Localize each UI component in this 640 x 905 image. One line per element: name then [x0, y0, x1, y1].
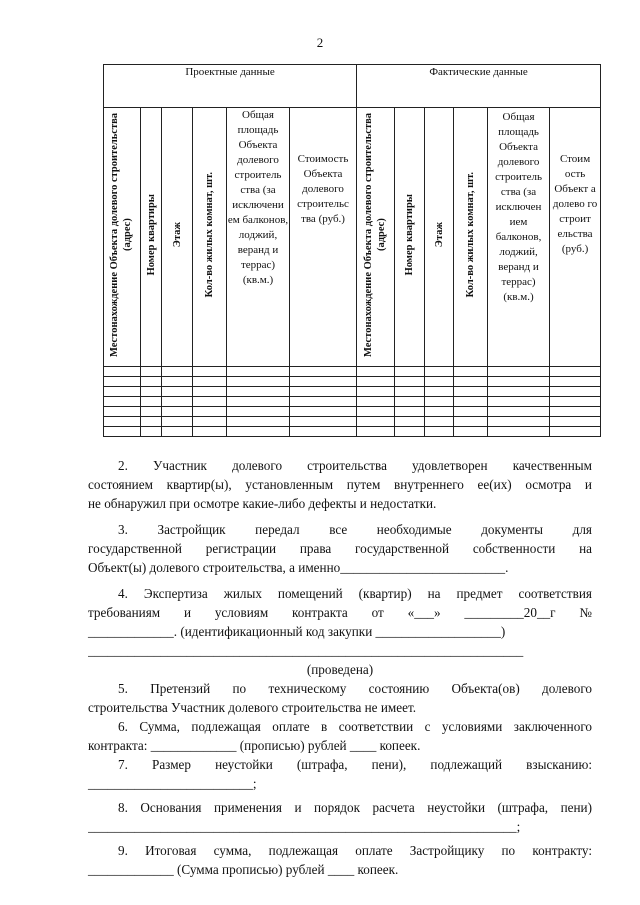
paragraph-3-line-2: государственной регистрации права государственной собственности на: [88, 541, 592, 556]
paragraph-9-line-2: _____________ (Сумма прописью) рублей ____ копеек.: [88, 862, 399, 877]
col-area-project: Общая площадь Объекта долевого строитель ства (за исключени ем балконов, лоджий, веранд и террас) (кв.м.): [227, 108, 290, 367]
col-flat-fact: Номер квартиры: [395, 108, 425, 367]
paragraph-2-line-1: 2. Участник долевого строительства удовлетворен качественным: [118, 458, 592, 473]
col-floor-fact: Этаж: [425, 108, 454, 367]
paragraph-6-line-2: контракта: _____________ (прописью) рублей ____ копеек.: [88, 738, 421, 753]
col-floor-project: Этаж: [162, 108, 193, 367]
paragraph-5-line-2: строительства Участник долевого строительства не имеет.: [88, 700, 417, 715]
table-row: [104, 427, 601, 437]
col-rooms-fact: Кол-во жилых комнат, шт.: [454, 108, 488, 367]
table-row: [104, 367, 601, 377]
col-location-project: Местонахождение Объекта долевого строительства (адрес): [104, 108, 141, 367]
paragraph-4-line-3: _____________. (идентификационный код закупки ___________________): [88, 624, 506, 639]
apartment-table: [103, 64, 601, 437]
paragraph-4-line-4: __________________________________________________________________: [88, 643, 524, 658]
paragraph-8-line-1: 8. Основания применения и порядок расчета неустойки (штрафа, пени): [118, 800, 592, 815]
paragraph-4-caption: (проведена): [306, 662, 374, 677]
page-number: 2: [316, 35, 324, 50]
col-location-fact: Местонахождение Объекта долевого строительства (адрес): [357, 108, 395, 367]
col-flat-project: Номер квартиры: [141, 108, 162, 367]
paragraph-4-line-1: 4. Экспертиза жилых помещений (квартир) на предмет соответствия: [118, 586, 592, 601]
table-row: [104, 387, 601, 397]
table-row: [104, 377, 601, 387]
table-row: [104, 417, 601, 427]
paragraph-7-line-2: _________________________;: [88, 776, 257, 791]
group-header-fact: Фактические данные: [357, 65, 601, 108]
col-cost-project: Стоимость Объекта долевого строительс тва (руб.): [290, 108, 357, 367]
paragraph-5-line-1: 5. Претензий по техническому состоянию Объекта(ов) долевого: [118, 681, 592, 696]
table-row: [104, 407, 601, 417]
col-area-fact: Общая площадь Объекта долевого строитель ства (за исключен ием балконов, лоджий, веранд и террас) (кв.м.): [488, 108, 550, 367]
paragraph-8-line-2: _________________________________________________________________;: [88, 819, 521, 834]
paragraph-6-line-1: 6. Сумма, подлежащая оплате в соответствии с условиями заключенного: [118, 719, 592, 734]
paragraph-7-line-1: 7. Размер неустойки (штрафа, пени), подлежащий взысканию:: [118, 757, 592, 772]
paragraph-3-line-1: 3. Застройщик передал все необходимые документы для: [118, 522, 592, 537]
group-header-project: Проектные данные: [104, 65, 357, 108]
col-cost-fact: Стоим ость Объект а долево го строит ельства (руб.): [550, 108, 601, 367]
paragraph-4-line-2: требованиям и условиям контракта от «___» _________20__г №: [88, 605, 592, 620]
paragraph-2-line-3: не обнаружил при осмотре какие-либо дефекты и недостатки.: [88, 496, 437, 511]
paragraph-3-line-3: Объект(ы) долевого строительства, а именно_________________________.: [88, 560, 509, 575]
col-rooms-project: Кол-во жилых комнат, шт.: [193, 108, 227, 367]
paragraph-9-line-1: 9. Итоговая сумма, подлежащая оплате Застройщику по контракту:: [118, 843, 592, 858]
table-row: [104, 397, 601, 407]
paragraph-2-line-2: состоянием квартир(ы), установленным путем внутреннего ее(их) осмотра и: [88, 477, 592, 492]
body-text: [88, 456, 592, 879]
